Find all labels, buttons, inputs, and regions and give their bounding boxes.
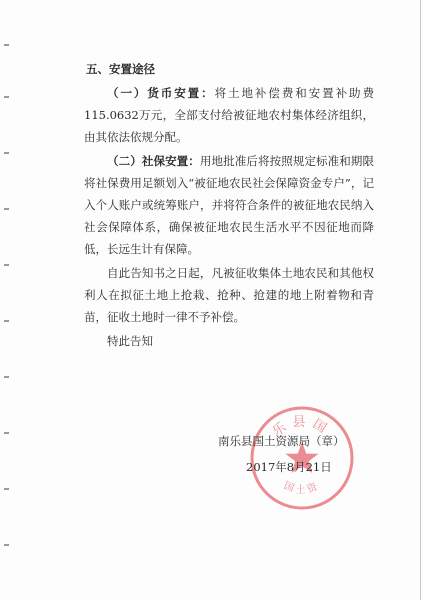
paragraph-label: （一）货币安置：	[107, 86, 215, 100]
seal-text-bottom: 国土资	[282, 480, 322, 496]
binding-mark	[4, 432, 9, 434]
seal-text-top: 乐县国	[270, 415, 334, 440]
paragraph-text: 将土地补偿费和安置补助费115.0632万元，全部支付给被征地农村集体经济组织，由其依法依规分配。	[84, 86, 374, 144]
paragraph-label: （二）社保安置：	[107, 154, 200, 168]
page-edge	[420, 0, 421, 600]
binding-mark	[4, 320, 9, 322]
binding-mark	[4, 152, 9, 154]
paragraph-text: 用地批准后将按照规定标准和期限将社保费用足额划入“被征地农民社会保障资金专户”，记入个人账户或统筹账户，并将符合条件的被征地农民纳入社会保障体系，确保被征地农民生活水平不因征地而降低，长远生计有保障。	[84, 154, 375, 256]
notice-paragraph: 自此告知书之日起，凡被征收集体土地农民和其他权利人在拟征土地上抢栽、抢种、抢建的地上附着物和青苗，征收土地时一律不予补偿。	[84, 266, 374, 324]
paragraph-monetary	[84, 82, 374, 148]
paragraph-social-security	[84, 150, 374, 260]
binding-mark	[4, 44, 9, 46]
section-heading: 五、安置途径	[86, 62, 155, 76]
binding-mark	[4, 544, 9, 546]
binding-mark	[4, 488, 9, 490]
issue-date: 2017年8月21日	[246, 460, 332, 474]
document-body	[84, 58, 374, 352]
issuing-organization: 南乐县国土资源局（章）	[218, 434, 345, 448]
binding-mark	[4, 376, 9, 378]
binding-mark	[4, 96, 9, 98]
closing-text: 特此告知	[107, 334, 153, 348]
binding-mark	[4, 264, 9, 266]
binding-mark	[4, 208, 9, 210]
signature-block	[218, 430, 388, 478]
